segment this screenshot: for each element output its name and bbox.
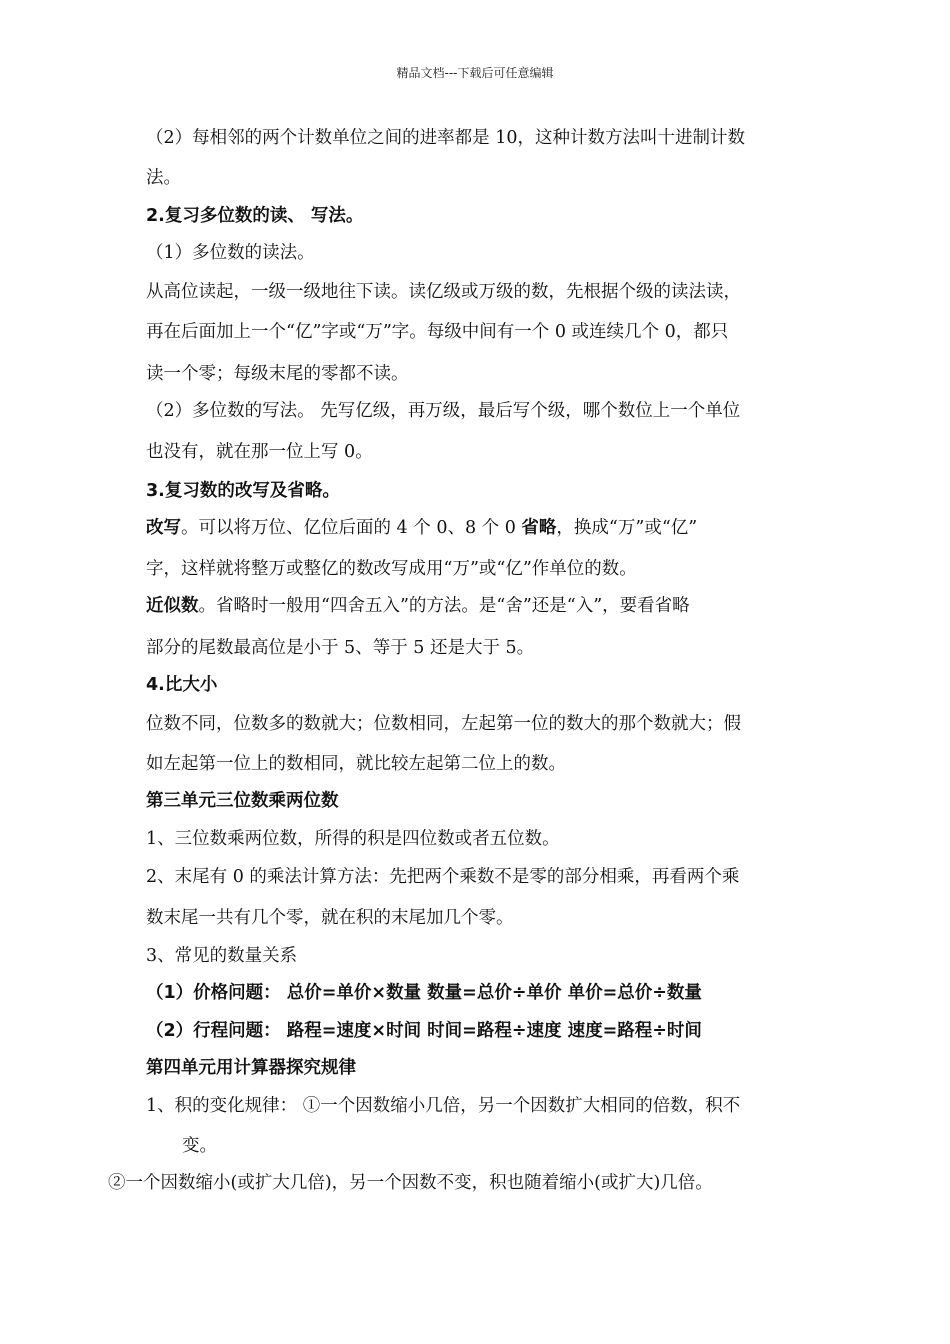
term-rewrite: 改写 <box>146 518 181 538</box>
formula-price: （1）价格问题： 总价=单价×数量 数量=总价÷单价 单价=总价÷数量 <box>146 983 702 1003</box>
page-header: 精品文档---下载后可任意编辑 <box>396 66 554 80</box>
section-heading: 4.比大小 <box>146 675 218 695</box>
unit-heading: 第三单元三位数乘两位数 <box>146 791 339 811</box>
text-line: 从高位读起，一级一级地往下读。读亿级或万级的数，先根据个级的读法读， <box>146 282 741 302</box>
text-line: 3、常见的数量关系 <box>146 946 298 966</box>
section-heading: 3.复习数的改写及省略。 <box>146 481 340 501</box>
section-heading: 2.复习多位数的读、 写法。 <box>146 206 364 226</box>
text-line: 2、末尾有 0 的乘法计算方法：先把两个乘数不是零的部分相乘，再看两个乘 <box>146 867 740 887</box>
approx-text: 。省略时一般用“四舍五入”的方法。是“舍”还是“入”，要看省略 <box>198 596 690 616</box>
formula-travel: （2）行程问题： 路程=速度×时间 时间=路程÷速度 速度=路程÷时间 <box>146 1021 702 1041</box>
text-line: 1、三位数乘两位数，所得的积是四位数或者五位数。 <box>146 829 560 849</box>
rewrite-text-2: ，换成“万”或“亿” <box>556 518 698 538</box>
text-line: 数末尾一共有几个零，就在积的末尾加几个零。 <box>146 908 514 928</box>
text-line: 位数不同，位数多的数就大；位数相同，左起第一位的数大的那个数就大；假 <box>146 714 741 734</box>
text-line: 也没有，就在那一位上写 0。 <box>146 442 373 462</box>
text-line: 如左起第一位上的数相同，就比较左起第二位上的数。 <box>146 754 566 774</box>
unit-heading: 第四单元用计算器探究规律 <box>146 1058 356 1078</box>
text-line: 部分的尾数最高位是小于 5、等于 5 还是大于 5。 <box>146 638 535 658</box>
text-line: （2）多位数的写法。 先写亿级，再万级，最后写个级，哪个数位上一个单位 <box>146 401 741 421</box>
text-line: 再在后面加上一个“亿”字或“万”字。每级中间有一个 0 或连续几个 0，都只 <box>146 322 729 342</box>
text-line: 字，这样就将整万或整亿的数改写成用“万”或“亿”作单位的数。 <box>146 559 637 579</box>
approx-line <box>146 594 690 618</box>
term-approx: 近似数 <box>146 596 199 616</box>
subheading: （1）多位数的读法。 <box>146 243 315 263</box>
term-omit: 省略 <box>521 518 557 538</box>
text-line: 读一个零；每级末尾的零都不读。 <box>146 364 409 384</box>
rewrite-text-1: 。可以将万位、亿位后面的 4 个 0、8 个 0 <box>181 518 522 538</box>
text-line: 变。 <box>182 1136 217 1156</box>
text-line: 1、积的变化规律： ①一个因数缩小几倍，另一个因数扩大相同的倍数，积不 <box>146 1096 741 1116</box>
rewrite-line <box>146 516 697 540</box>
text-line: （2）每相邻的两个计数单位之间的进率都是 10，这种计数方法叫十进制计数 <box>146 128 745 148</box>
text-line: ②一个因数缩小(或扩大几倍)，另一个因数不变，积也随着缩小(或扩大)几倍。 <box>108 1173 713 1193</box>
text-line: 法。 <box>146 168 181 188</box>
